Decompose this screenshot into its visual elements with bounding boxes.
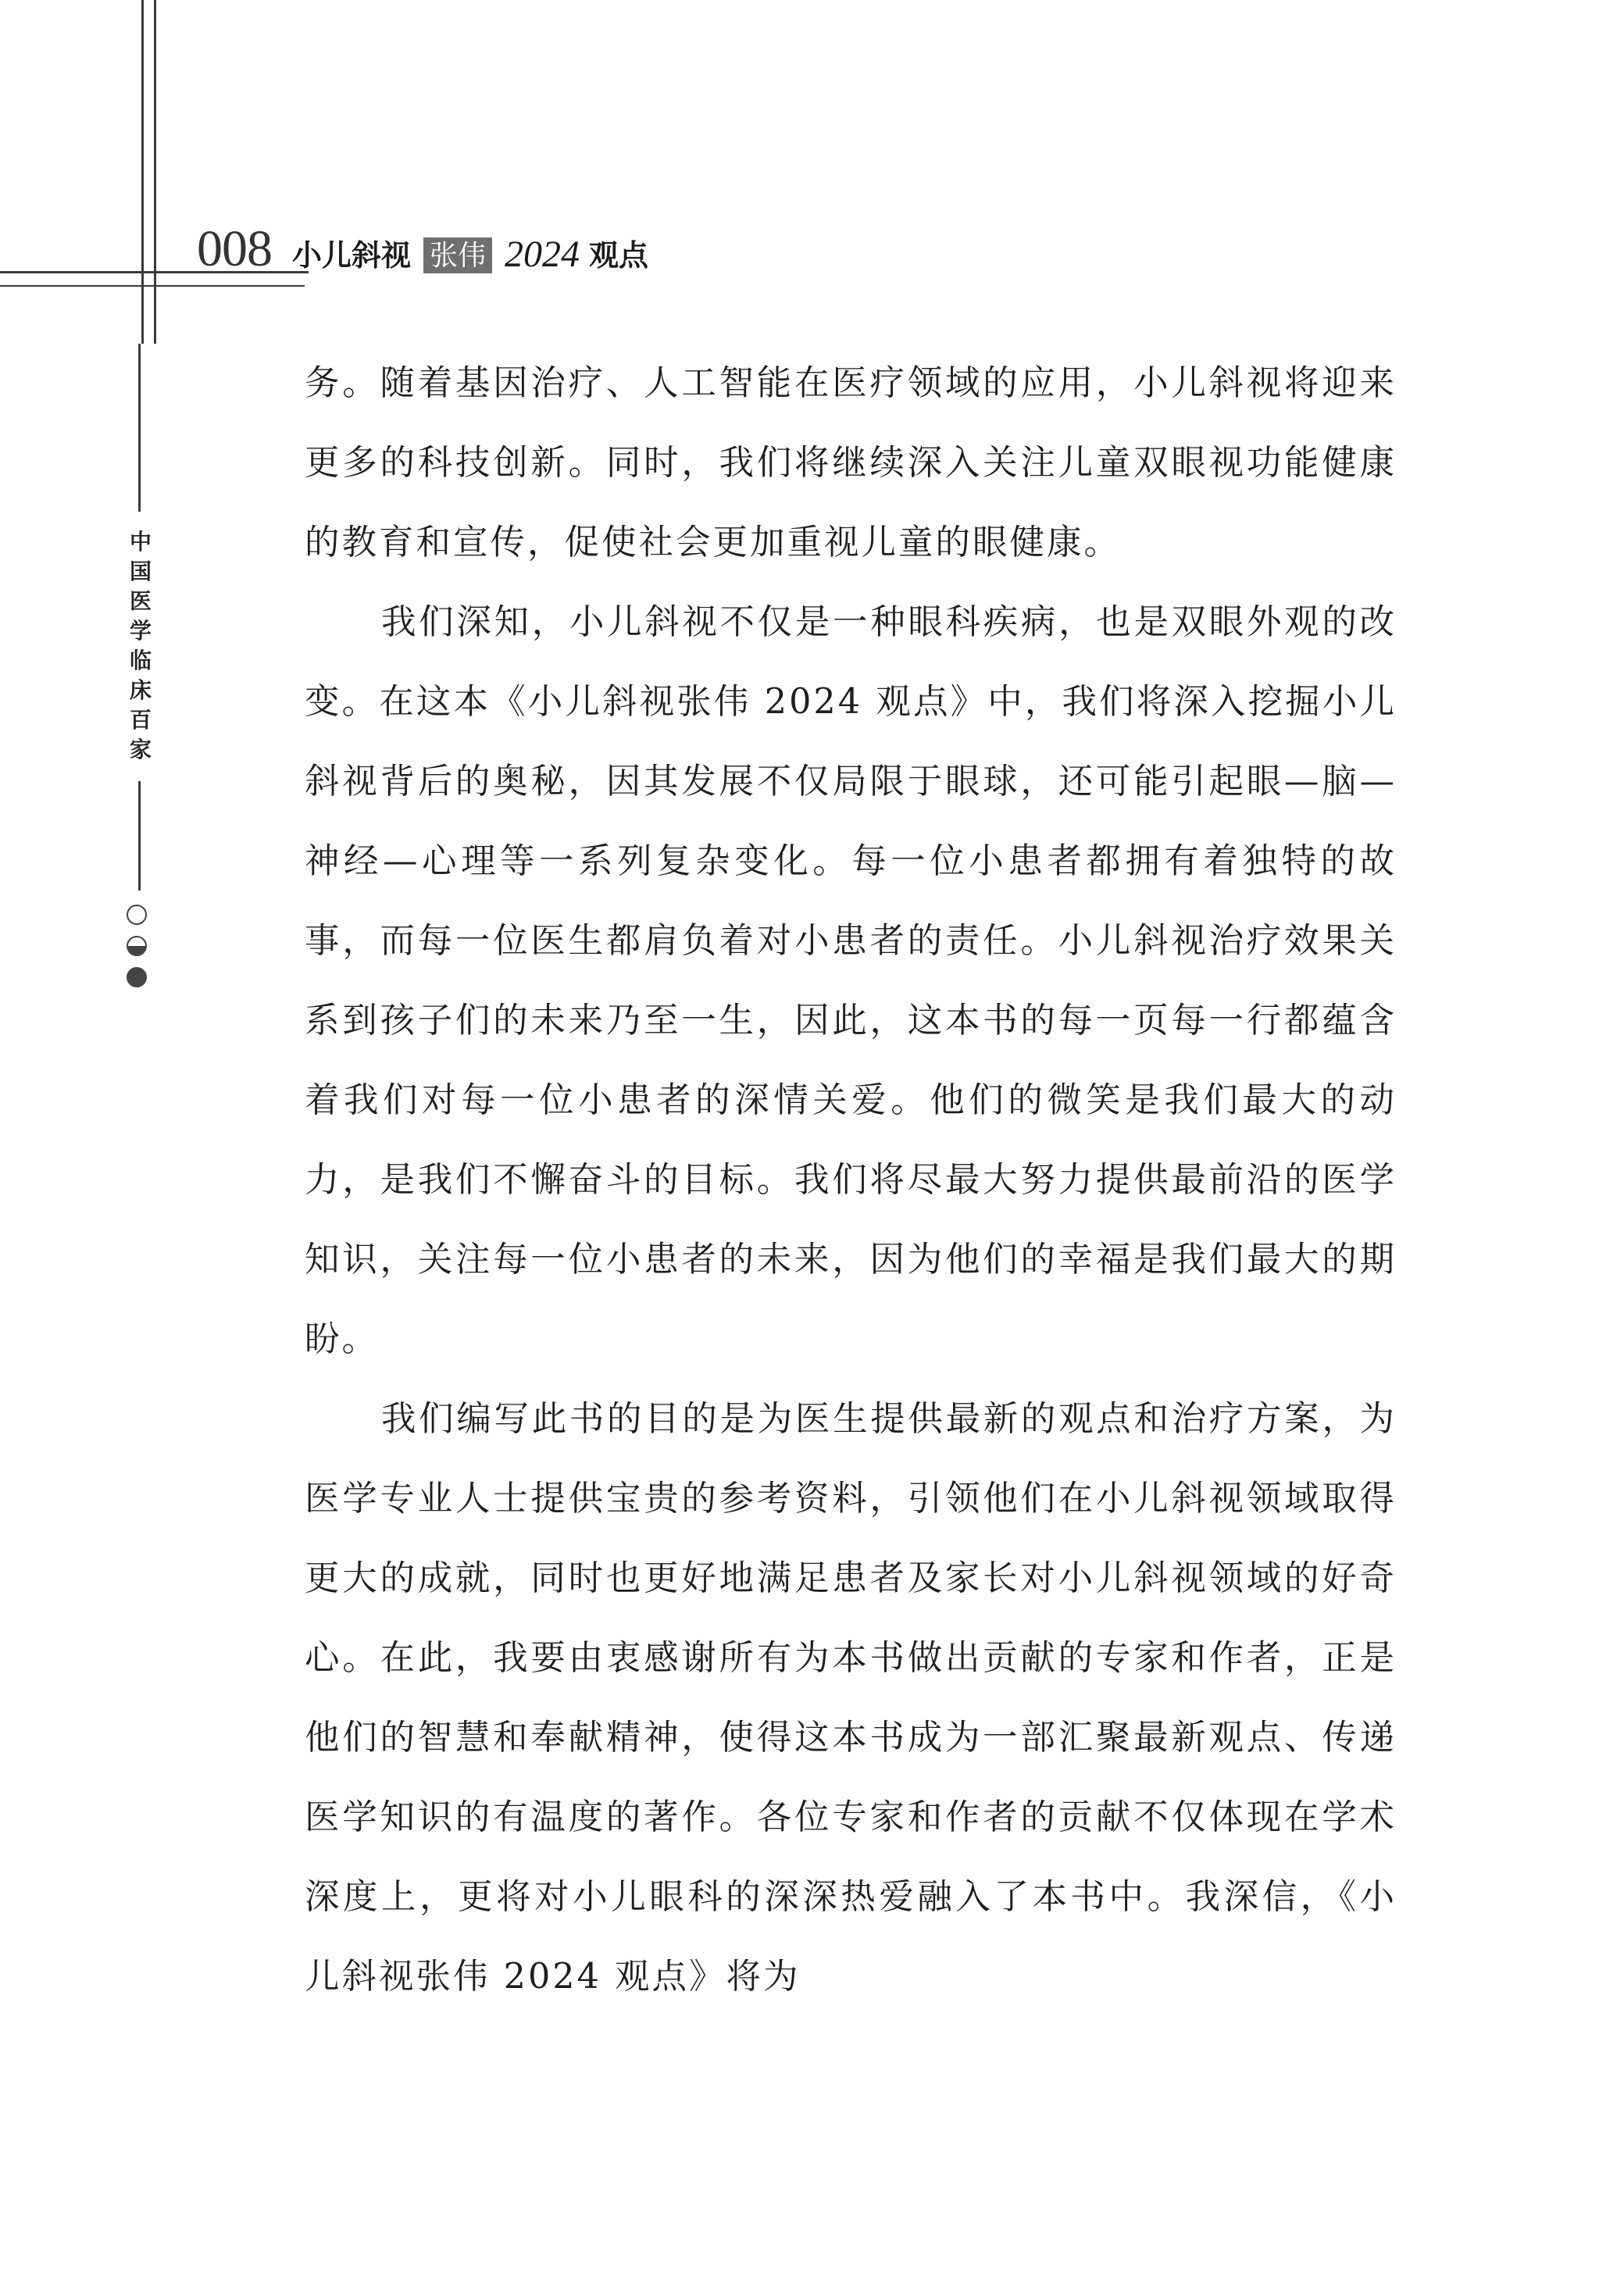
filled-circle-icon: [127, 967, 147, 987]
half-circle-icon: [127, 936, 147, 956]
series-char: 百: [129, 707, 152, 733]
series-char: 临: [129, 648, 152, 673]
decorative-vertical-line: [141, 0, 144, 344]
progress-dots: [127, 905, 150, 998]
paragraph: 我们深知，小儿斜视不仅是一种眼科疾病，也是双眼外观的改变。在这本《小儿斜视张伟 2024 观点》中，我们将深入挖掘小儿斜视背后的奥秘，因其发展不仅局限于眼球，还可能引起眼—脑—神经—心理等一系列复杂变化。每一位小患者都拥有着独特的故事，而每一位医生都肩负着对小患者的责任。小儿斜视治疗效果关系到孩子们的未来乃至一生，因此，这本书的每一页每一行都蕴含着我们对每一位小患者的深情关爱。他们的微笑是我们最大的动力，是我们不懈奋斗的目标。我们将尽最大努力提供最前沿的医学知识，关注每一位小患者的未来，因为他们的幸福是我们最大的期盼。: [305, 602, 1397, 1359]
series-char: 床: [129, 677, 152, 703]
header-suffix: 观点: [589, 238, 649, 273]
running-header: [197, 212, 648, 275]
book-title: 小儿斜视: [292, 238, 412, 273]
body-text: [305, 344, 1397, 2017]
decorative-horizontal-line: [0, 285, 305, 287]
series-char: 家: [129, 737, 152, 762]
series-char: 学: [129, 618, 152, 644]
series-title-vertical: [125, 527, 156, 765]
paragraph: 我们编写此书的目的是为医生提供最新的观点和治疗方案，为医学专业人士提供宝贵的参考资料，引领他们在小儿斜视领域取得更大的成就，同时也更好地满足患者及家长对小儿斜视领域的好奇心。在此，我要由衷感谢所有为本书做出贡献的专家和作者，正是他们的智慧和奉献精神，使得这本书成为一部汇聚最新观点、传递医学知识的有温度的著作。各位专家和作者的贡献不仅体现在学术深度上，更将对小儿眼科的深深热爱融入了本书中。我深信，《小儿斜视张伟 2024 观点》将为: [305, 1399, 1397, 1997]
page-number: 008: [197, 220, 272, 277]
series-char: 医: [129, 588, 152, 614]
series-char: 中: [129, 529, 152, 555]
author-badge: 张伟: [423, 237, 492, 273]
sidebar-divider: [138, 781, 141, 891]
header-year: 2024: [505, 234, 580, 275]
decorative-vertical-line: [154, 0, 156, 344]
paragraph: 务。随着基因治疗、人工智能在医疗领域的应用，小儿斜视将迎来更多的科技创新。同时，我们将继续深入关注儿童双眼视功能健康的教育和宣传，促使社会更加重视儿童的眼健康。: [305, 363, 1397, 562]
sidebar-divider: [138, 344, 141, 512]
empty-circle-icon: [127, 905, 147, 925]
series-char: 国: [129, 559, 152, 584]
